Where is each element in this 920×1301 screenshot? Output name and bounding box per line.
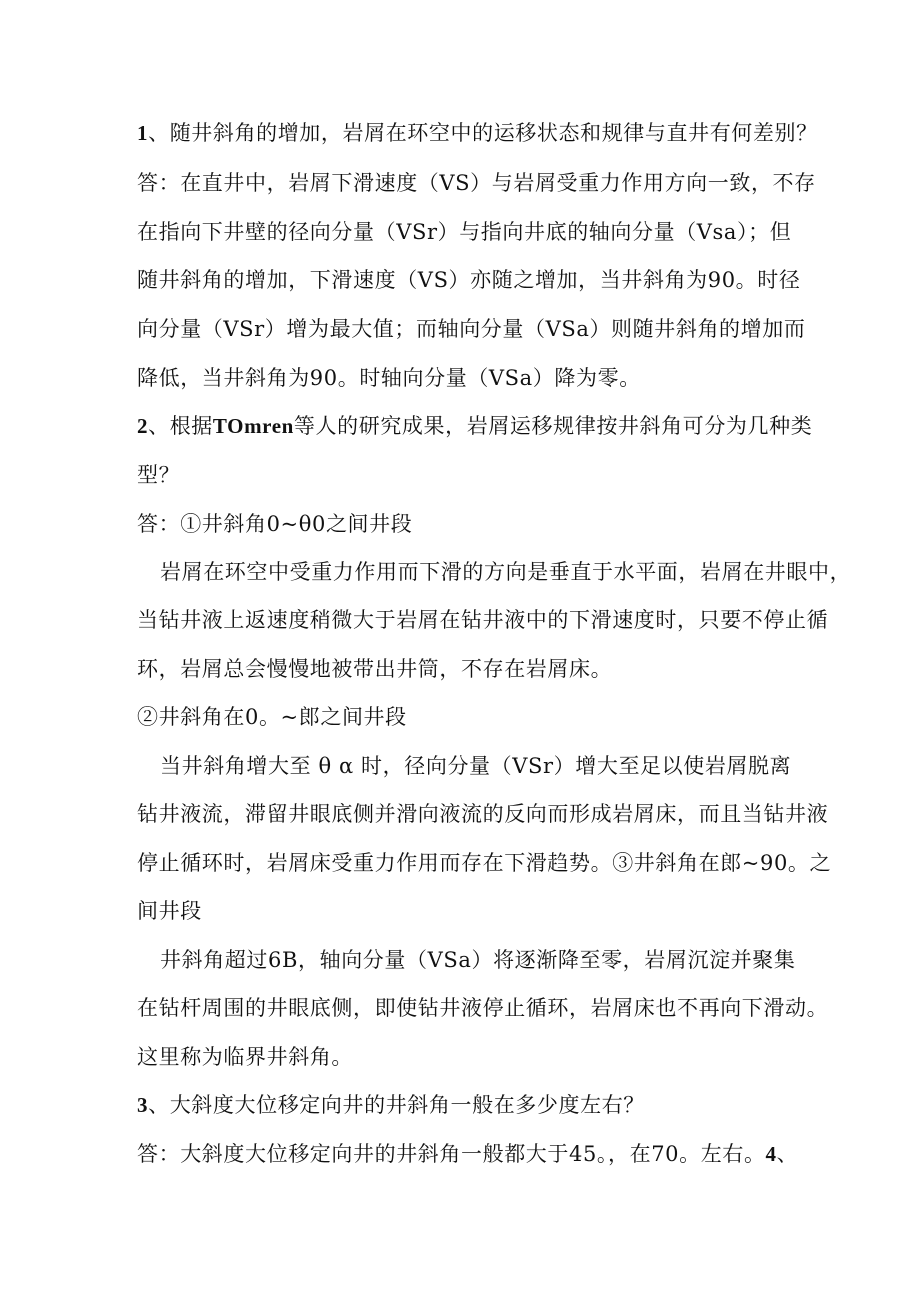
- text-run: 这里称为临界井斜角。: [137, 1045, 353, 1069]
- text-run: 钻井液流，滞留井眼底侧并滑向液流的反向而形成岩屑床，而且当钻井液: [137, 802, 829, 826]
- text-run: 答：在直井中，岩屑下滑速度（VS）与岩屑受重力作用方向一致，不存: [137, 171, 816, 195]
- text-run: 环，岩屑总会慢慢地被带出井筒，不存在岩屑床。: [137, 657, 613, 681]
- text-line: [137, 316, 805, 342]
- text-line: [137, 219, 791, 245]
- text-run: 等人的研究成果，岩屑运移规律按井斜角可分为几种类: [293, 414, 813, 438]
- text-run: 随井斜角的增加，下滑速度（VS）亦随之增加，当井斜角为90。时径: [137, 268, 801, 292]
- text-line: [137, 120, 818, 146]
- text-line: [137, 413, 812, 439]
- text-run: 、: [776, 1142, 799, 1166]
- text-run: ②井斜角在0。~郎之间井段: [137, 705, 407, 729]
- text-run: 当井斜角增大至 θ α 时，径向分量（VSr）增大至足以使岩屑脱离: [160, 754, 792, 778]
- text-line: [137, 170, 816, 196]
- text-line: [137, 995, 828, 1021]
- text-run: 停止循环时，岩屑床受重力作用而存在下滑趋势。③井斜角在郎~90。之: [137, 851, 832, 875]
- bold-text-run: 1: [137, 121, 149, 145]
- text-line: [137, 1044, 353, 1070]
- text-line: [137, 898, 202, 924]
- text-run: 井斜角超过6B，轴向分量（VSa）将逐渐降至零，岩屑沉淀并聚集: [160, 948, 796, 972]
- text-run: 、大斜度大位移定向井的井斜角一般在多少度左右？: [148, 1093, 645, 1117]
- bold-text-run: 3: [137, 1093, 149, 1117]
- text-run: 降低，当井斜角为90。时轴向分量（VSa）降为零。: [137, 366, 641, 390]
- text-line: [137, 462, 180, 488]
- text-run: 答：①井斜角0~θ0之间井段: [137, 512, 413, 536]
- bold-text-run: TOmren: [212, 414, 294, 438]
- text-line: [137, 656, 612, 682]
- text-line: [137, 511, 412, 537]
- text-run: 间井段: [137, 899, 202, 923]
- text-run: 、随井斜角的增加，岩屑在环空中的运移状态和规律与直井有何差别？: [148, 121, 818, 145]
- text-line: [137, 365, 641, 391]
- text-run: 型？: [137, 463, 181, 487]
- text-line: [137, 850, 831, 876]
- text-line: [137, 801, 828, 827]
- text-line: [160, 947, 795, 973]
- text-line: [137, 607, 828, 633]
- text-run: 答：大斜度大位移定向井的井斜角一般都大于45。，在70。左右。: [137, 1142, 766, 1166]
- bold-text-run: 4: [765, 1142, 777, 1166]
- text-line: [160, 559, 851, 585]
- text-run: 在钻杆周围的井眼底侧，即使钻井液停止循环，岩屑床也不再向下滑动。: [137, 996, 829, 1020]
- text-line: [137, 1141, 798, 1167]
- text-run: 岩屑在环空中受重力作用而下滑的方向是垂直于水平面，岩屑在井眼中，: [160, 560, 852, 584]
- text-line: [160, 753, 791, 779]
- text-run: 、根据: [148, 414, 213, 438]
- bold-text-run: 2: [137, 414, 149, 438]
- text-run: 在指向下井壁的径向分量（VSr）与指向井底的轴向分量（Vsa）；但: [137, 220, 792, 244]
- text-run: 向分量（VSr）增为最大值；而轴向分量（VSa）则随井斜角的增加而: [137, 317, 806, 341]
- text-line: [137, 267, 800, 293]
- text-line: [137, 1092, 645, 1118]
- text-line: [137, 704, 407, 730]
- text-run: 当钻井液上返速度稍微大于岩屑在钻井液中的下滑速度时，只要不停止循: [137, 608, 829, 632]
